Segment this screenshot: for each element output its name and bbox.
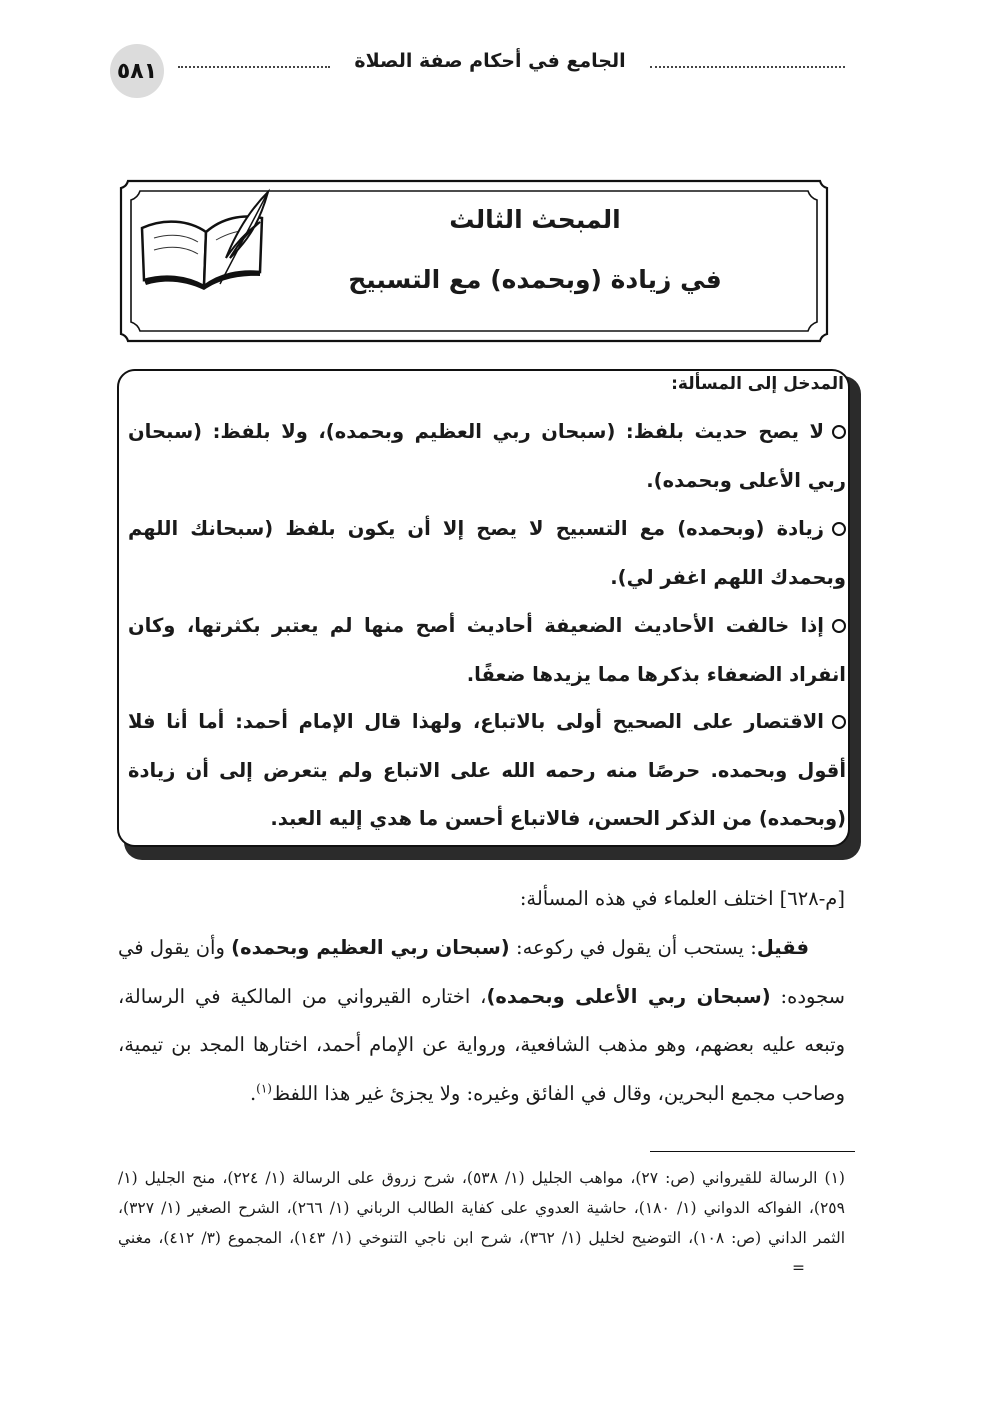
summary-heading: المدخل إلى المسألة: xyxy=(671,374,844,394)
footnote xyxy=(118,1163,845,1283)
summary-bullet: الاقتصار على الصحيح أولى بالاتباع، ولهذا قال الإمام أحمد: أما أنا فلا أقول وبحمده. حرصًا منه رحمه الله على الاتباع ولم يتعرض إلى أن زيادة (وبحمده) من الذكر الحسن، فالاتباع أحسن ما هدي إليه العبد. xyxy=(128,710,846,830)
circle-bullet-icon xyxy=(832,522,846,536)
chapter-title: المبحث الثالث xyxy=(449,205,621,234)
summary-bullet: لا يصح حديث بلفظ: (سبحان ربي العظيم وبحمده)، ولا بلفظ: (سبحان ربي الأعلى وبحمده). xyxy=(128,420,846,492)
summary-bullet: إذا خالفت الأحاديث الضعيفة أحاديث أصح منها لم يعتبر بكثرتها، وكان انفراد الضعفاء بذكرها مما يزيدها ضعفًا. xyxy=(128,614,846,686)
header-dotted-rule-left xyxy=(178,58,330,68)
body-paragraph: فقيل: يستحب أن يقول في ركوعه: (سبحان ربي العظيم وبحمده) وأن يقول في سجوده: (سبحان ربي الأعلى وبحمده)، اختاره القيرواني من المالكية في الرسالة، وتبعه عليه بعضهم، وهو مذهب الشافعية، ورواية عن الإمام أحمد، اختارها المجد بن تيمية، وصاحب مجمع البحرين، وقال في الفائق وغيره: ولا يجزئ غير هذا اللفظ$^{(١)}$. xyxy=(118,936,846,1105)
book-quill-icon xyxy=(134,188,284,298)
header-dotted-rule-right xyxy=(650,58,845,68)
footnote-continuation-mark: = xyxy=(792,1259,805,1277)
body-intro: [م-٦٢٨] اختلف العلماء في هذه المسألة: xyxy=(519,887,845,910)
circle-bullet-icon xyxy=(832,619,846,633)
summary-bullet: زيادة (وبحمده) مع التسبيح لا يصح إلا أن يكون بلفظ (سبحانك اللهم وبحمدك اللهم اغفر لي). xyxy=(128,517,846,589)
footnote-ref[interactable]: (١) xyxy=(256,1081,272,1095)
running-title: الجامع في أحكام صفة الصلاة xyxy=(354,50,626,72)
chapter-subtitle: في زيادة (وبحمده) مع التسبيح xyxy=(348,265,722,294)
page-number: ٥٨١ xyxy=(110,44,164,98)
circle-bullet-icon xyxy=(832,425,846,439)
footnote-separator xyxy=(650,1151,855,1152)
paragraph-label: فقيل xyxy=(756,936,809,959)
footnote-text: (١) الرسالة للقيرواني (ص: ٢٧)، مواهب الجليل (١/ ٥٣٨)، شرح زروق على الرسالة (١/ ٢٢٤)، منح الجليل (١/ ٢٥٩)، الفواكه الدواني (١/ ١٨٠)، حاشية العدوي على كفاية الطالب الرباني (١/ ٢٦٦)، الشرح الصغير (١/ ٣٢٧)، الثمر الداني (ص: ١٠٨)، التوضيح لخليل (١/ ٣٦٢)، شرح ابن ناجي التنوخي (١/ ١٤٣)، المجموع (٣/ ٤١٢)، مغني xyxy=(118,1169,846,1247)
circle-bullet-icon xyxy=(832,715,846,729)
